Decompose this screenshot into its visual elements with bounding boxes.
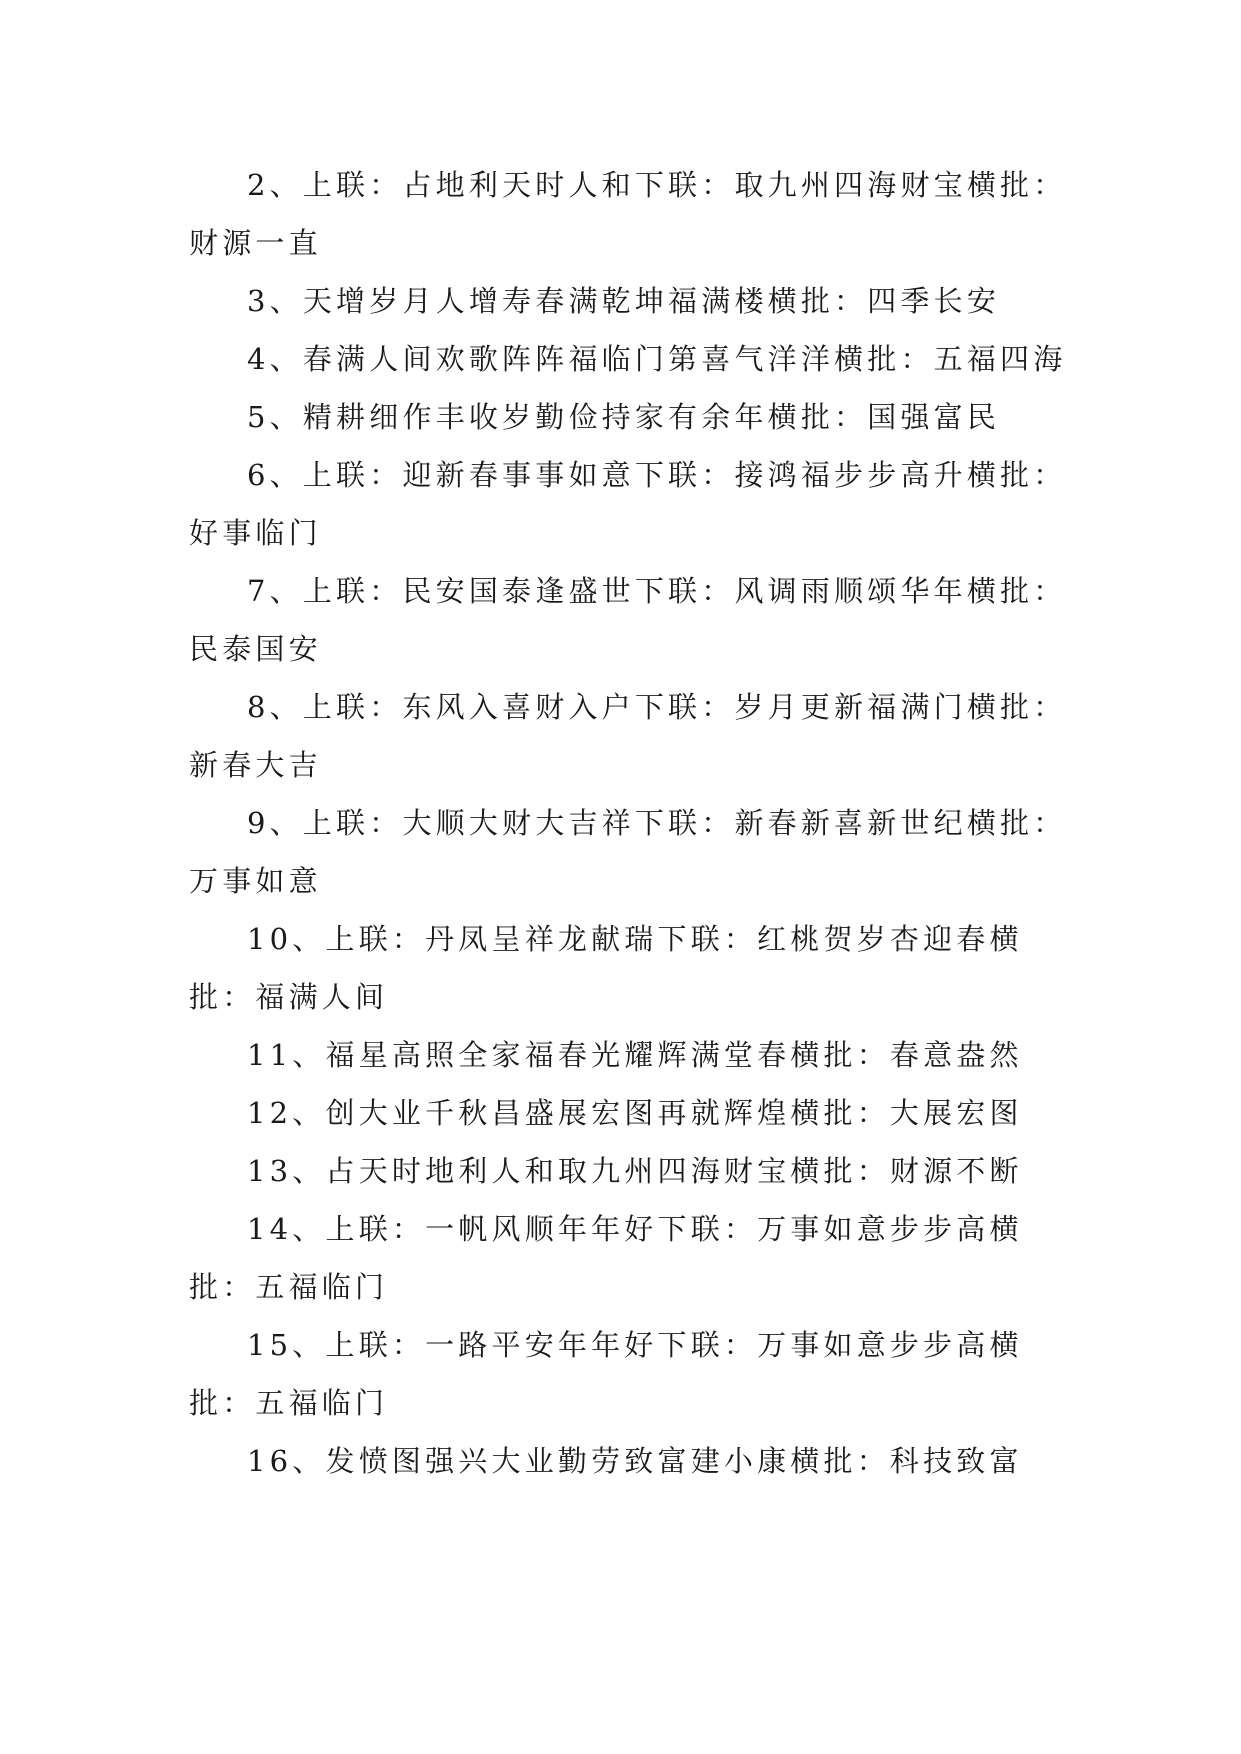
couplet-paragraph-8: 8、上联：东风入喜财入户下联：岁月更新福满门横批：新春大吉 [189, 690, 1067, 782]
couplet-paragraph-12: 12、创大业千秋昌盛展宏图再就辉煌横批：大展宏图 [247, 1096, 1023, 1130]
couplet-paragraph-9: 9、上联：大顺大财大吉祥下联：新春新喜新世纪横批：万事如意 [189, 806, 1067, 898]
couplet-paragraph-15: 15、上联：一路平安年年好下联：万事如意步步高横批：五福临门 [189, 1328, 1023, 1420]
couplet-paragraph-7: 7、上联：民安国泰逢盛世下联：风调雨顺颂华年横批：民泰国安 [189, 574, 1067, 666]
couplet-paragraph-4: 4、春满人间欢歌阵阵福临门第喜气洋洋横批：五福四海 [247, 342, 1067, 376]
couplet-paragraph-5: 5、精耕细作丰收岁勤俭持家有余年横批：国强富民 [247, 400, 1001, 434]
couplet-paragraph-3: 3、天增岁月人增寿春满乾坤福满楼横批：四季长安 [247, 284, 1001, 318]
couplet-paragraph-13: 13、占天时地利人和取九州四海财宝横批：财源不断 [247, 1154, 1023, 1188]
couplet-paragraph-10: 10、上联：丹凤呈祥龙献瑞下联：红桃贺岁杏迎春横批：福满人间 [189, 922, 1023, 1014]
document-body [189, 156, 1069, 1490]
couplet-paragraph-11: 11、福星高照全家福春光耀辉满堂春横批：春意盎然 [247, 1038, 1023, 1072]
couplet-paragraph-14: 14、上联：一帆风顺年年好下联：万事如意步步高横批：五福临门 [189, 1212, 1023, 1304]
couplet-paragraph-2: 2、上联：占地利天时人和下联：取九州四海财宝横批：财源一直 [189, 168, 1067, 260]
couplet-paragraph-16: 16、发愤图强兴大业勤劳致富建小康横批：科技致富 [247, 1444, 1023, 1478]
couplet-paragraph-6: 6、上联：迎新春事事如意下联：接鸿福步步高升横批：好事临门 [189, 458, 1067, 550]
